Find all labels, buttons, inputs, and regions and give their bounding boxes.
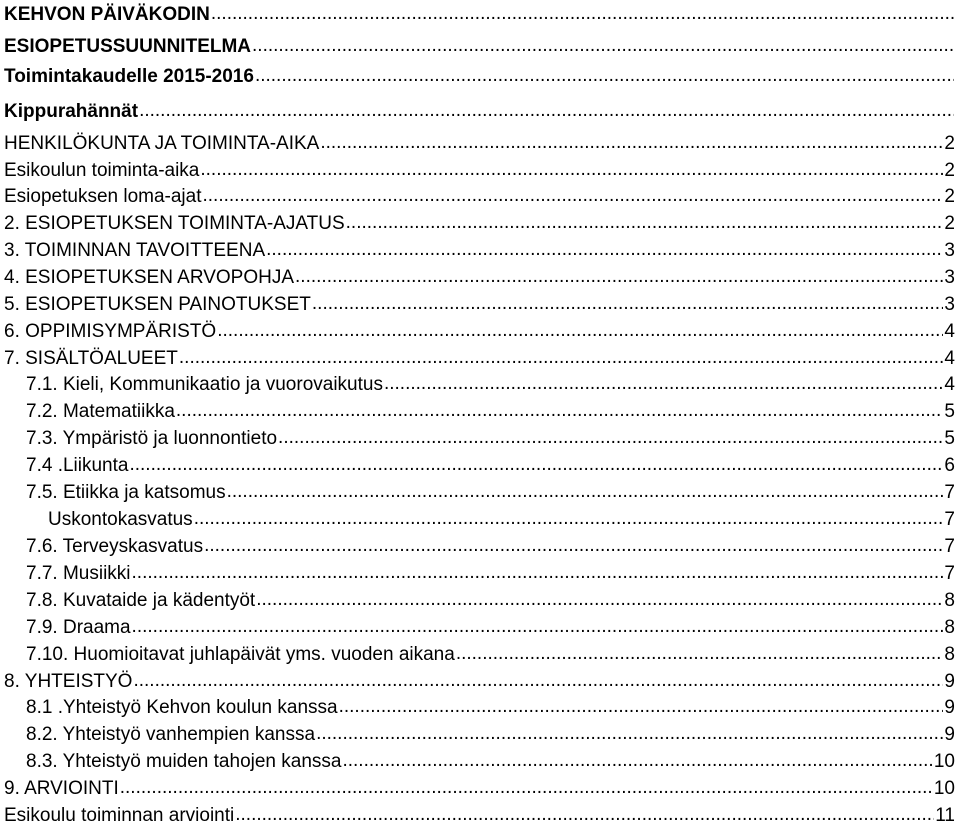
toc-entry-page-number: 2	[944, 160, 955, 181]
toc-entry-label: 3. TOIMINNAN TAVOITTEENA	[4, 240, 266, 261]
toc-entry[interactable]	[26, 560, 955, 587]
toc-entry[interactable]	[4, 1, 955, 28]
toc-entry-label: Toimintakaudelle 2015-2016	[4, 66, 254, 87]
toc-entry-label: Esiopetuksen loma-ajat	[4, 186, 202, 207]
toc-entry-page-number: 4	[944, 348, 955, 369]
toc-entry[interactable]	[26, 694, 955, 721]
toc-entry-page-number: 10	[933, 778, 955, 799]
toc-entry[interactable]	[4, 775, 955, 802]
toc-dot-leader	[132, 559, 944, 586]
toc-dot-leader	[203, 182, 944, 209]
toc-entry[interactable]	[26, 721, 955, 748]
toc-entry-label: KEHVON PÄIVÄKODIN	[4, 4, 210, 25]
toc-entry[interactable]	[26, 398, 955, 425]
toc-entry-label: 4. ESIOPETUKSEN ARVOPOHJA	[4, 267, 295, 288]
toc-entry[interactable]	[4, 210, 955, 237]
toc-entry-page-number: 9	[944, 671, 955, 692]
toc-dot-leader	[278, 424, 943, 451]
toc-entry-label: 9. ARVIOINTI	[4, 778, 119, 799]
toc-entry[interactable]	[4, 291, 955, 318]
toc-entry-label: 7.5. Etiikka ja katsomus	[26, 482, 226, 503]
toc-entry-label: 2. ESIOPETUKSEN TOIMINTA-AJATUS	[4, 213, 345, 234]
toc-dot-leader	[129, 451, 943, 478]
toc-entry[interactable]	[4, 668, 955, 695]
toc-entry-page-number: 2	[944, 213, 955, 234]
toc-dot-leader	[194, 505, 944, 532]
toc-dot-leader	[176, 397, 944, 424]
toc-entry-label: 5. ESIOPETUKSEN PAINOTUKSET	[4, 294, 311, 315]
toc-entry[interactable]	[4, 318, 955, 345]
toc-dot-leader	[456, 640, 944, 667]
toc-dot-leader	[133, 667, 943, 694]
toc-entry-page-number: 10	[933, 751, 955, 772]
toc-entry-page-number: 7	[944, 482, 955, 503]
toc-entry[interactable]	[26, 533, 955, 560]
toc-entry-label: 7.3. Ympäristö ja luonnontieto	[26, 428, 278, 449]
toc-entry-label: 7.10. Huomioitavat juhlapäivät yms. vuoden aikana	[26, 644, 455, 665]
toc-entry-page-number: 7	[944, 536, 955, 557]
toc-dot-leader	[120, 774, 933, 801]
toc-dot-leader	[342, 747, 932, 774]
toc-dot-leader	[132, 613, 944, 640]
toc-dot-leader	[200, 156, 943, 183]
toc-entry-label: 7.4 .Liikunta	[26, 455, 129, 476]
toc-entry-label: 7.1. Kieli, Kommunikaatio ja vuorovaikutus	[26, 374, 383, 395]
toc-entry-page-number: 2	[944, 133, 955, 154]
toc-dot-leader	[256, 586, 943, 613]
toc-entry[interactable]	[4, 345, 955, 372]
toc-entry[interactable]	[4, 33, 955, 60]
toc-entry-label: 7.7. Musiikki	[26, 563, 131, 584]
toc-entry-page-number: 3	[944, 240, 955, 261]
toc-entry-page-number: 8	[944, 590, 955, 611]
toc-entry-label: Uskontokasvatus	[48, 509, 193, 530]
toc-entry-page-number: 3	[944, 294, 955, 315]
toc-entry-page-number: 7	[944, 563, 955, 584]
toc-entry-label: 7.6. Terveyskasvatus	[26, 536, 204, 557]
toc-entry-page-number: 11	[935, 805, 955, 826]
toc-entry-label: 6. OPPIMISYMPÄRISTÖ	[4, 321, 217, 342]
toc-entry-label: ESIOPETUSSUUNNITELMA	[4, 36, 252, 57]
toc-entry[interactable]	[4, 237, 955, 264]
toc-entry[interactable]	[26, 748, 955, 775]
toc-entry[interactable]	[26, 452, 955, 479]
toc-entry[interactable]	[26, 479, 955, 506]
toc-dot-leader	[339, 693, 944, 720]
toc-entry[interactable]	[4, 98, 955, 125]
toc-entry-label: 7.9. Draama	[26, 617, 131, 638]
toc-entry[interactable]	[4, 802, 955, 829]
toc-entry-label: 8.3. Yhteistyö muiden tahojen kanssa	[26, 751, 342, 772]
toc-entry-page-number: 6	[944, 455, 955, 476]
toc-entry[interactable]	[4, 63, 955, 90]
toc-entry[interactable]	[4, 264, 955, 291]
toc-dot-leader	[346, 209, 944, 236]
toc-dot-leader	[320, 129, 943, 156]
toc-dot-leader	[312, 290, 944, 317]
toc-entry[interactable]	[26, 641, 955, 668]
toc-entry[interactable]	[26, 371, 955, 398]
toc-entry-page-number: 5	[944, 401, 955, 422]
toc-dot-leader	[235, 801, 934, 828]
toc-dot-leader	[384, 370, 943, 397]
toc-entry-label: 7. SISÄLTÖALUEET	[4, 348, 178, 369]
toc-entry-label: Esikoulu toiminnan arviointi	[4, 805, 235, 826]
toc-entry-page-number: 3	[944, 267, 955, 288]
toc-entry-label: HENKILÖKUNTA JA TOIMINTA-AIKA	[4, 133, 320, 154]
toc-dot-leader	[295, 263, 943, 290]
toc-dot-leader	[252, 32, 954, 59]
toc-dot-leader	[204, 532, 943, 559]
toc-dot-leader	[211, 0, 954, 27]
toc-entry-page-number: 2	[944, 186, 955, 207]
toc-entry-page-number: 4	[944, 321, 955, 342]
toc-entry[interactable]	[26, 587, 955, 614]
toc-entry[interactable]	[4, 157, 955, 184]
toc-entry-page-number: 7	[944, 509, 955, 530]
toc-dot-leader	[227, 478, 944, 505]
toc-entry-page-number: 8	[944, 617, 955, 638]
toc-entry-label: Esikoulun toiminta-aika	[4, 160, 200, 181]
toc-dot-leader	[316, 720, 943, 747]
toc-entry-page-number: 5	[944, 428, 955, 449]
toc-entry[interactable]	[4, 130, 955, 157]
toc-entry-page-number: 8	[944, 644, 955, 665]
toc-entry[interactable]	[48, 506, 955, 533]
toc-entry-label: 7.8. Kuvataide ja kädentyöt	[26, 590, 256, 611]
toc-entry-page-number: 9	[944, 724, 955, 745]
toc-entry-label: 8.1 .Yhteistyö Kehvon koulun kanssa	[26, 697, 338, 718]
toc-entry[interactable]	[26, 614, 955, 641]
toc-entry[interactable]	[4, 183, 955, 210]
toc-entry-page-number: 4	[944, 374, 955, 395]
toc-dot-leader	[217, 317, 943, 344]
toc-entry-label: 7.2. Matematiikka	[26, 401, 175, 422]
toc-entry-label: 8. YHTEISTYÖ	[4, 671, 133, 692]
toc-dot-leader	[266, 236, 943, 263]
toc-dot-leader	[255, 62, 954, 89]
toc-dot-leader	[179, 344, 944, 371]
toc-entry-label: 8.2. Yhteistyö vanhempien kanssa	[26, 724, 316, 745]
toc-dot-leader	[139, 97, 954, 124]
toc-entry-label: Kippurahännät	[4, 101, 139, 122]
toc-entry-page-number: 9	[944, 697, 955, 718]
toc-entry[interactable]	[26, 425, 955, 452]
